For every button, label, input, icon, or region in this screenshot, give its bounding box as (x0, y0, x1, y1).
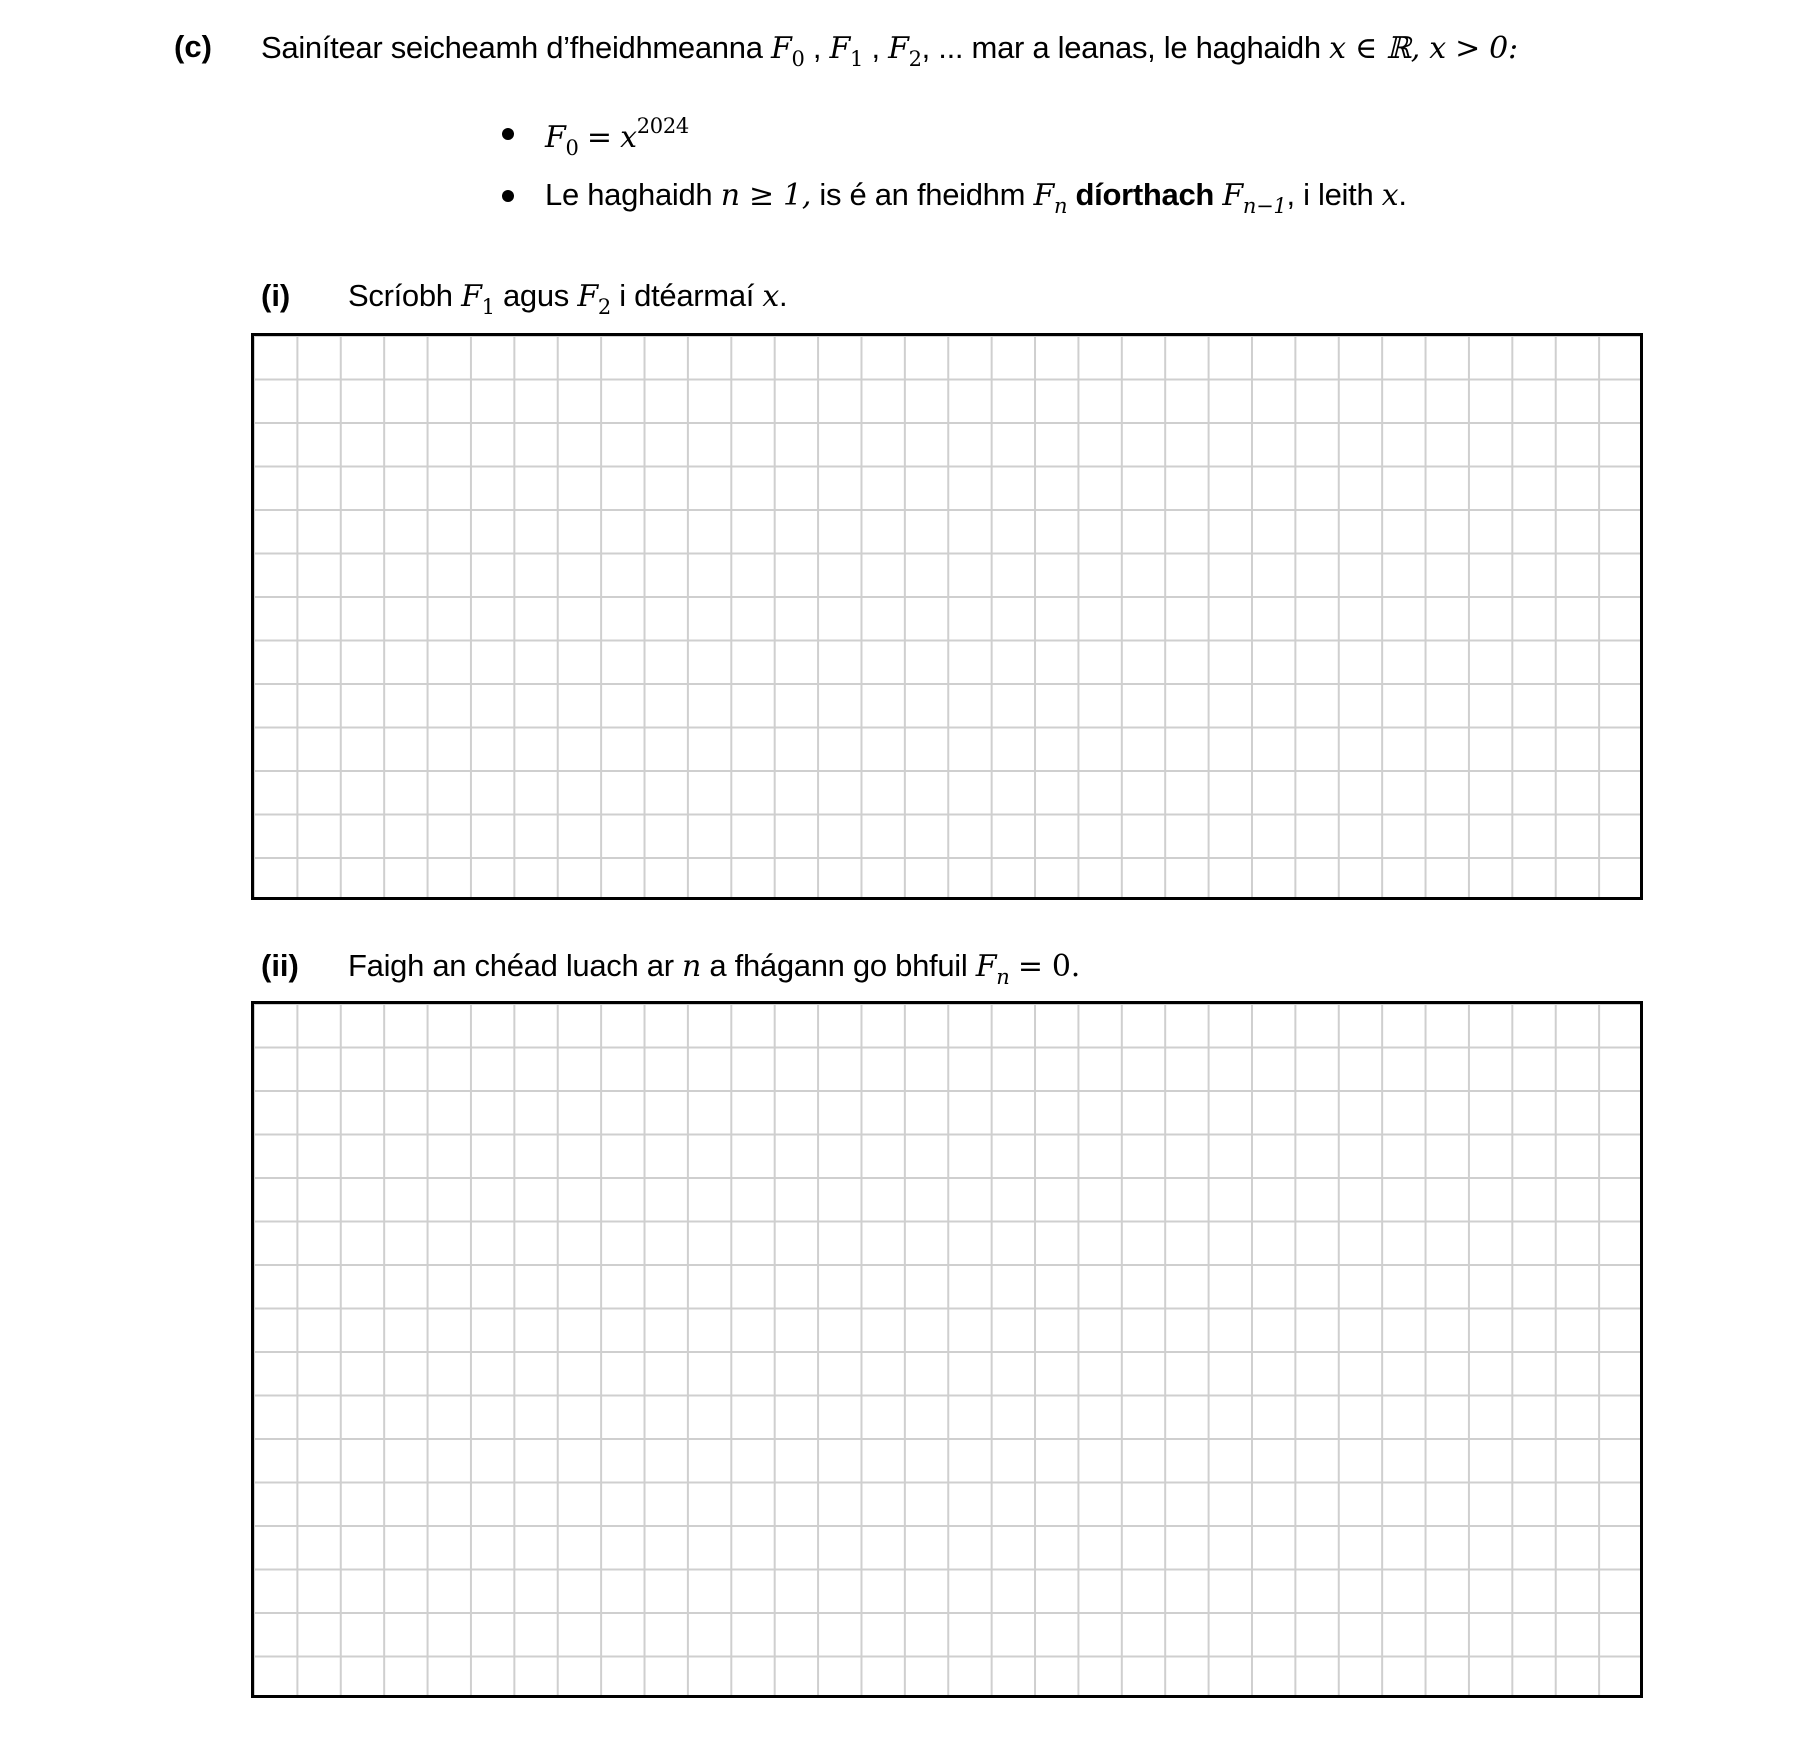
f2-symbol: $F_2$ (888, 31, 922, 71)
part-label-i: (i) (261, 278, 291, 313)
bullet-f0-definition: $F_0 = x^{2024}$ (545, 114, 689, 160)
intro-text-after: , ... mar a leanas, le haghaidh (921, 30, 1321, 65)
f0-symbol: $F_0$ (770, 31, 805, 71)
bold-derivative-word: díorthach (1075, 177, 1215, 212)
answer-box-part-ii[interactable] (251, 1001, 1643, 1698)
question-intro: Sainítear seicheamh d’fheidhmeanna $F_0$ , $F_1$ , $F_2$, ... mar a leanas, le haghaidh x ∈ ℝ, x > 0: (261, 30, 1518, 71)
part-label-ii: (ii) (261, 948, 299, 983)
intro-text: Sainítear seicheamh d’fheidhmeanna (261, 30, 763, 65)
part-i-prompt: Scríobh $F_1$ agus $F_2$ i dtéarmaí x. (348, 278, 788, 319)
bullet-icon (502, 190, 514, 202)
bullet-icon (502, 128, 514, 140)
bullet-recurrence-definition: Le haghaidh n ≥ 1, is é an fheidhm $F_n$ díorthach $F_{n-1}$, i leith x. (545, 177, 1407, 218)
f1-symbol: $F_1$ (829, 31, 864, 71)
part-label-c: (c) (174, 29, 212, 64)
part-ii-prompt: Faigh an chéad luach ar n a fhágann go bhfuil $F_n = 0$. (348, 948, 1080, 989)
domain-condition: x ∈ ℝ, x > 0: (1329, 31, 1518, 66)
answer-box-part-i[interactable] (251, 333, 1643, 900)
